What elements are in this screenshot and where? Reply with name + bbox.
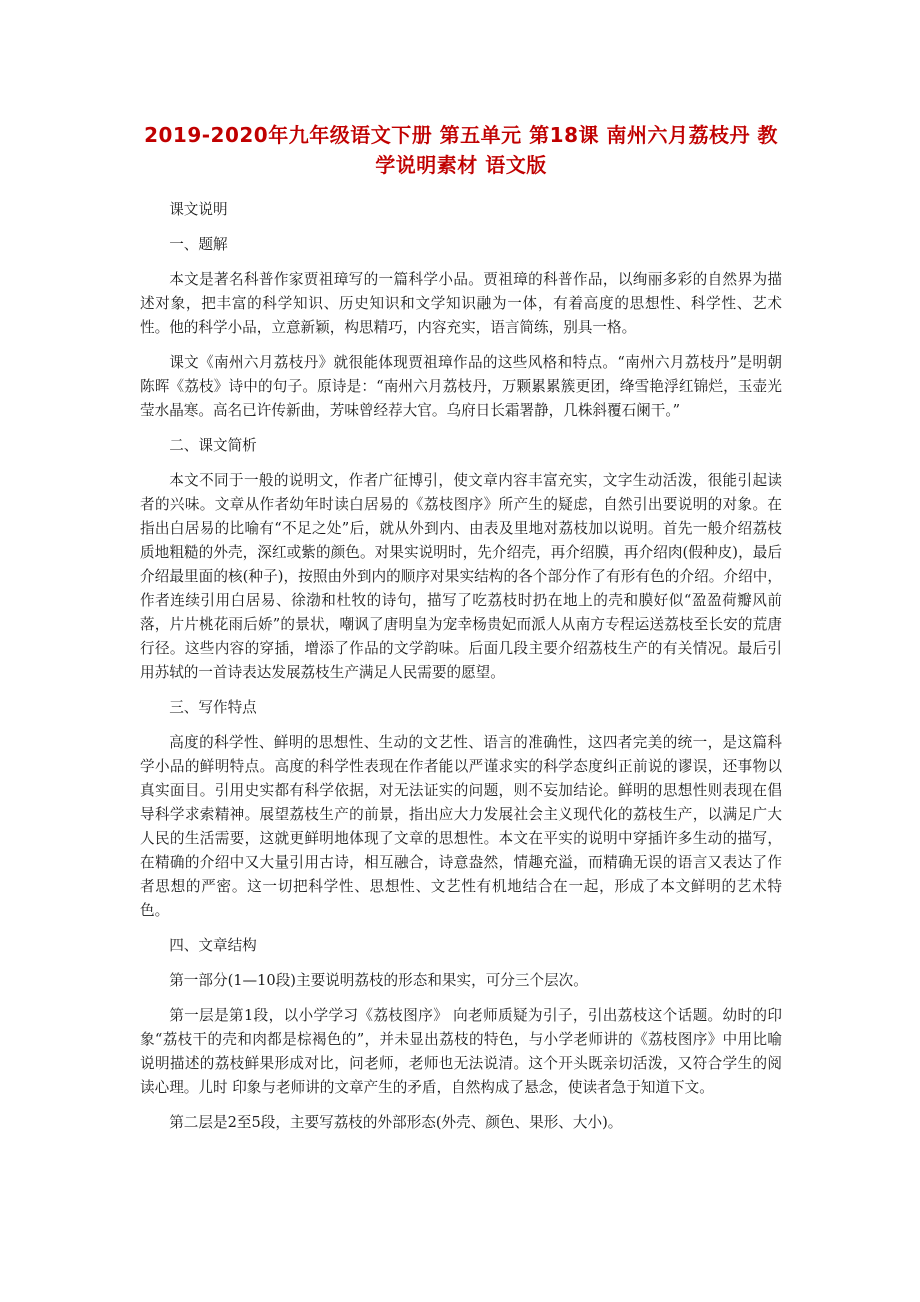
section-heading-2: 二、课文简析: [169, 437, 257, 454]
paragraph: 第一部分(1—10段)主要说明荔枝的形态和果实，可分三个层次。: [169, 972, 588, 989]
section-heading-3: 三、写作特点: [169, 699, 257, 716]
paragraph: 本文不同于一般的说明文，作者广征博引，使文章内容丰富充实，文字生动活泼，很能引起读者的兴味。文章从作者幼年时读白居易的《荔枝图序》所产生的疑虑，自然引出要说明的对象。在指出白居易的比喻有“不足之处”后，就从外到内、由表及里地对荔枝加以说明。首先一般介绍荔枝质地粗糙的外壳，深红或紫的颜色。对果实说明时，先介绍壳，再介绍膜，再介绍肉(假种皮)，最后介绍最里面的核(种子)，按照由外到内的顺序对果实结构的各个部分作了有形有色的介绍。介绍中，作者连续引用白居易、徐渤和杜牧的诗句，描写了吃荔枝时扔在地上的壳和膜好似“盈盈荷瓣风前落，片片桃花雨后娇”的景状，嘲讽了唐明皇为宠幸杨贵妃而派人从南方专程运送荔枝至长安的荒唐行径。这些内容的穿插，增添了作品的文学韵味。后面几段主要介绍荔枝生产的有关情况。最后引用苏轼的一首诗表达发展荔枝生产满足人民需要的愿望。: [140, 472, 782, 681]
paragraph: 第一层是第1段，以小学学习《荔枝图序》 向老师质疑为引子，引出荔枝这个话题。幼时的印象“荔枝干的壳和肉都是棕褐色的”，并未显出荔枝的特色，与小学老师讲的《荔枝图序》中用比喻说明描述的荔枝鲜果形成对比，问老师，老师也无法说清。这个开头既亲切活泼，又符合学生的阅读心理。儿时 印象与老师讲的文章产生的矛盾，自然构成了悬念，使读者急于知道下文。: [140, 1007, 782, 1096]
paragraph: 课文《南州六月荔枝丹》就很能体现贾祖璋作品的这些风格和特点。“南州六月荔枝丹”是明朝陈晖《荔枝》诗中的句子。原诗是：“南州六月荔枝丹，万颗累累簇更团，绛雪艳浮红锦烂，玉壶光莹水晶寒。高名已许传新曲，芳味曾经荐大官。乌府日长霜署静，几株斜覆石阑干。”: [140, 354, 782, 419]
section-heading-intro: 课文说明: [169, 201, 228, 218]
section-heading-4: 四、文章结构: [169, 937, 257, 954]
section-heading-1: 一、题解: [169, 236, 228, 253]
paragraph: 本文是著名科普作家贾祖璋写的一篇科学小品。贾祖璋的科普作品，以绚丽多彩的自然界为描述对象，把丰富的科学知识、历史知识和文学知识融为一体，有着高度的思想性、科学性、艺术性。他的科学小品，立意新颖，构思精巧，内容充实，语言简练，别具一格。: [140, 271, 782, 336]
document-page: [140, 120, 782, 1146]
document-title: 2019-2020年九年级语文下册 第五单元 第18课 南州六月荔枝丹 教学说明素材 语文版: [144, 123, 778, 177]
paragraph: 高度的科学性、鲜明的思想性、生动的文艺性、语言的准确性，这四者完美的统一，是这篇科学小品的鲜明特点。高度的科学性表现在作者能以严谨求实的科学态度纠正前说的谬误，还事物以真实面目。引用史实都有科学依据，对无法证实的问题，则不妄加结论。鲜明的思想性则表现在倡导科学求索精神。展望荔枝生产的前景，指出应大力发展社会主义现代化的荔枝生产，以满足广大人民的生活需要，这就更鲜明地体现了文章的思想性。本文在平实的说明中穿插许多生动的描写，在精确的介绍中又大量引用古诗，相互融合，诗意盎然，情趣充溢，而精确无误的语言又表达了作者思想的严密。这一切把科学性、思想性、文艺性有机地结合在一起，形成了本文鲜明的艺术特色。: [140, 734, 782, 919]
paragraph: 第二层是2至5段，主要写荔枝的外部形态(外壳、颜色、果形、大小)。: [169, 1114, 623, 1131]
